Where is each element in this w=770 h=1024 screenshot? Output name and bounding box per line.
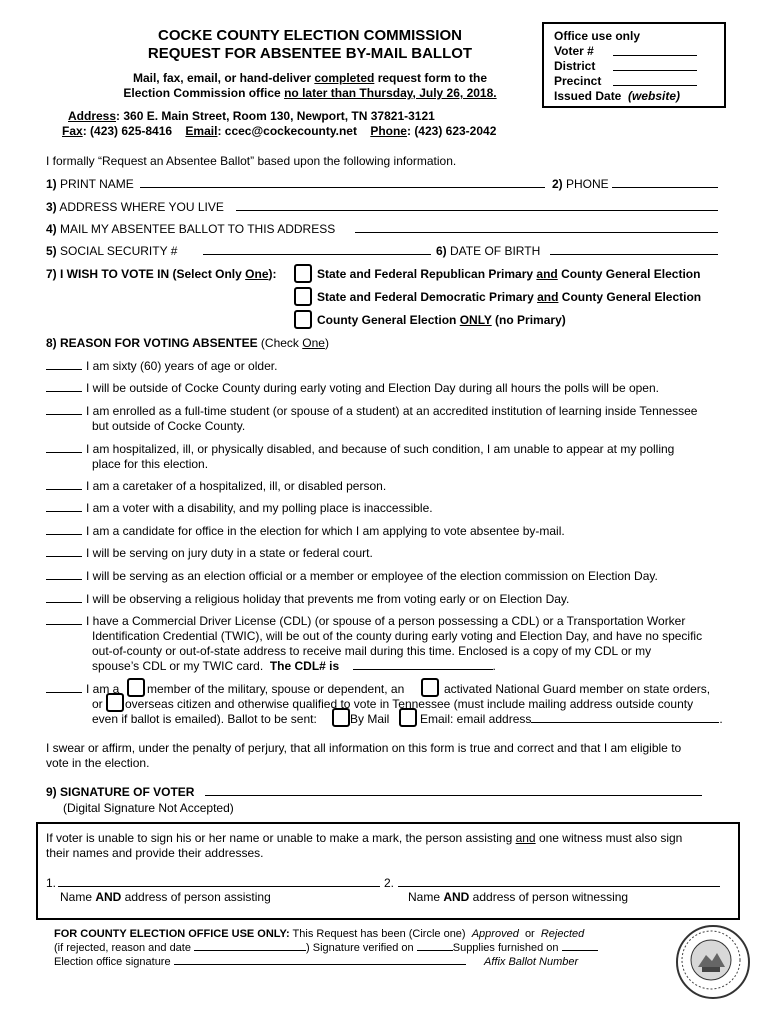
signature-note: (Digital Signature Not Accepted) (63, 801, 234, 815)
overseas-checkbox[interactable] (106, 693, 124, 712)
by-mail-checkbox[interactable] (332, 708, 350, 727)
office-use-box (542, 22, 726, 108)
contact-line: Fax: (423) 625-8416 Email: ccec@cockecounty.net Phone: (423) 623-2042 (62, 124, 497, 138)
national-guard-text: activated National Guard member on state orders, (444, 682, 711, 696)
dob-label: 6) DATE OF BIRTH (436, 244, 541, 258)
mail-address-field[interactable] (355, 222, 718, 233)
reason-item-hospitalized-cont: place for this election. (92, 457, 209, 471)
office-use-title: Office use only (554, 29, 641, 43)
supplies-furnished-field[interactable] (562, 941, 598, 951)
witness-number: 2. (384, 876, 395, 890)
reason-blank[interactable] (46, 682, 82, 693)
reason-item-religious: I will be observing a religious holiday that prevents me from voting early or on Election Day. (46, 592, 569, 606)
district-field[interactable] (613, 60, 697, 71)
dob-field[interactable] (550, 244, 718, 255)
reason-item-outside-county: I will be outside of Cocke County during early voting and Election Day during all hours the polls will be open. (46, 381, 659, 395)
national-guard-checkbox[interactable] (421, 678, 439, 697)
district-label: District (554, 59, 596, 73)
reason-item-jury: I will be serving on jury duty in a state or federal court. (46, 546, 373, 560)
reason-blank[interactable] (46, 442, 82, 453)
republican-primary-checkbox[interactable] (294, 264, 312, 283)
reason-blank[interactable] (46, 404, 82, 415)
instructions-line-1: Mail, fax, email, or hand-deliver completed request form to the (132, 71, 488, 85)
office-address: Address: 360 E. Main Street, Room 130, Newport, TN 37821-3121 (68, 109, 435, 123)
ssn-label: 5) SOCIAL SECURITY # (46, 244, 178, 258)
county-general-option: County General Election ONLY (no Primary) (317, 313, 566, 327)
email-address-label: Email: email address . (420, 712, 723, 726)
signature-field[interactable] (205, 785, 702, 796)
reason-blank[interactable] (46, 569, 82, 580)
assistant-number: 1. (46, 876, 57, 890)
county-general-checkbox[interactable] (294, 310, 312, 329)
reason-item-military: I am a (46, 682, 119, 696)
overseas-or: or (92, 697, 103, 711)
reason-blank[interactable] (46, 381, 82, 392)
reason-item-student: I am enrolled as a full-time student (or spouse of a student) at an accredited institution of learning inside Tennessee (46, 404, 697, 418)
ssn-field[interactable] (203, 244, 431, 255)
signature-label: 9) SIGNATURE OF VOTER (46, 785, 195, 799)
footer-line-3: Election office signature Affix Ballot Number (54, 956, 579, 968)
voter-number-label: Voter # (554, 44, 594, 58)
reason-item-hospitalized: I am hospitalized, ill, or physically disabled, and because of such condition, I am unable to appear at my polling (46, 442, 674, 456)
form-title: COCKE COUNTY ELECTION COMMISSION (158, 27, 462, 44)
reason-item-disability: I am a voter with a disability, and my polling place is inaccessible. (46, 501, 433, 515)
reason-item-student-cont: but outside of Cocke County. (92, 419, 246, 433)
witness-caption: Name AND address of person witnessing (408, 890, 629, 904)
address-label: 3) ADDRESS WHERE YOU LIVE (46, 200, 224, 214)
by-mail-label: By Mail (350, 712, 390, 726)
assistance-text-2: their names and provide their addresses. (46, 846, 264, 860)
reason-item-cdl-cont-2: out-of-county or out-of-state address to receive mail during this time. Enclosed is a copy of my CDL or my (92, 644, 652, 658)
reason-item-cdl-cont-1: Identification Credential (TWIC), will be out of the county during early voting and Election Day, and have no specific (92, 629, 703, 643)
vote-in-label: 7) I WISH TO VOTE IN (Select Only One): (46, 267, 277, 281)
reason-item-candidate: I am a candidate for office in the election for which I am applying to vote absentee by-mail. (46, 524, 565, 538)
reason-blank[interactable] (46, 501, 82, 512)
footer-line-2: (if rejected, reason and date ) Signature verified on Supplies furnished on (54, 941, 598, 955)
phone-field[interactable] (612, 177, 718, 188)
witness-field[interactable] (398, 876, 720, 887)
reason-item-cdl: I have a Commercial Driver License (CDL) (or spouse of a person possessing a CDL) or a Transportation Worker (46, 614, 685, 628)
email-checkbox[interactable] (399, 708, 417, 727)
assistance-text-1: If voter is unable to sign his or her name or unable to make a mark, the person assisting and one witness must also sign (46, 831, 683, 845)
county-seal-icon (676, 925, 750, 999)
office-signature-field[interactable] (174, 955, 466, 965)
overseas-text: overseas citizen and otherwise qualified to vote in Tennessee (must include mailing address outside county (125, 697, 694, 711)
reason-blank[interactable] (46, 524, 82, 535)
phone-label: 2) PHONE (552, 177, 609, 191)
assistant-caption: Name AND address of person assisting (60, 890, 271, 904)
footer-line-1: FOR COUNTY ELECTION OFFICE USE ONLY: This Request has been (Circle one) Approved or Rejected (54, 928, 585, 940)
print-name-field[interactable] (140, 177, 545, 188)
print-name-label: 1) PRINT NAME (46, 177, 134, 191)
instructions-line-2: Election Commission office no later than Thursday, July 26, 2018. (123, 86, 497, 100)
reason-blank[interactable] (46, 359, 82, 370)
signature-verified-field[interactable] (417, 941, 453, 951)
reason-item-cdl-cont-3: spouse’s CDL or my TWIC card. The CDL# is . (92, 659, 496, 673)
voter-number-field[interactable] (613, 45, 697, 56)
military-checkbox[interactable] (127, 678, 145, 697)
affirmation-line-1: I swear or affirm, under the penalty of perjury, that all information on this form is true and correct and that I am eligible to (46, 741, 682, 755)
reason-item-caretaker: I am a caretaker of a hospitalized, ill, or disabled person. (46, 479, 386, 493)
reason-blank[interactable] (46, 479, 82, 490)
issued-date-label: Issued Date (website) (554, 89, 681, 103)
ballot-sent-label: even if ballot is emailed). Ballot to be sent: (92, 712, 317, 726)
reason-blank[interactable] (46, 546, 82, 557)
rejected-reason-field[interactable] (194, 941, 306, 951)
address-field[interactable] (236, 200, 718, 211)
intro-text: I formally “Request an Absentee Ballot” based upon the following information. (46, 154, 457, 168)
reason-item-election-official: I will be serving as an election official or a member or employee of the election commission on Election Day. (46, 569, 658, 583)
email-address-field[interactable] (531, 712, 719, 723)
military-text: member of the military, spouse or dependent, an (147, 682, 405, 696)
affirmation-line-2: vote in the election. (46, 756, 150, 770)
republican-primary-option: State and Federal Republican Primary and County General Election (317, 267, 701, 281)
reason-blank[interactable] (46, 592, 82, 603)
democratic-primary-option: State and Federal Democratic Primary and County General Election (317, 290, 702, 304)
assistant-field[interactable] (58, 876, 380, 887)
reason-label: 8) REASON FOR VOTING ABSENTEE (Check One) (46, 336, 329, 350)
precinct-field[interactable] (613, 75, 697, 86)
form-subtitle: REQUEST FOR ABSENTEE BY-MAIL BALLOT (147, 45, 473, 62)
democratic-primary-checkbox[interactable] (294, 287, 312, 306)
reason-item-age: I am sixty (60) years of age or older. (46, 359, 277, 373)
cdl-number-field[interactable] (353, 659, 493, 670)
reason-blank[interactable] (46, 614, 82, 625)
mail-address-label: 4) MAIL MY ABSENTEE BALLOT TO THIS ADDRESS (46, 222, 336, 236)
precinct-label: Precinct (554, 74, 602, 88)
